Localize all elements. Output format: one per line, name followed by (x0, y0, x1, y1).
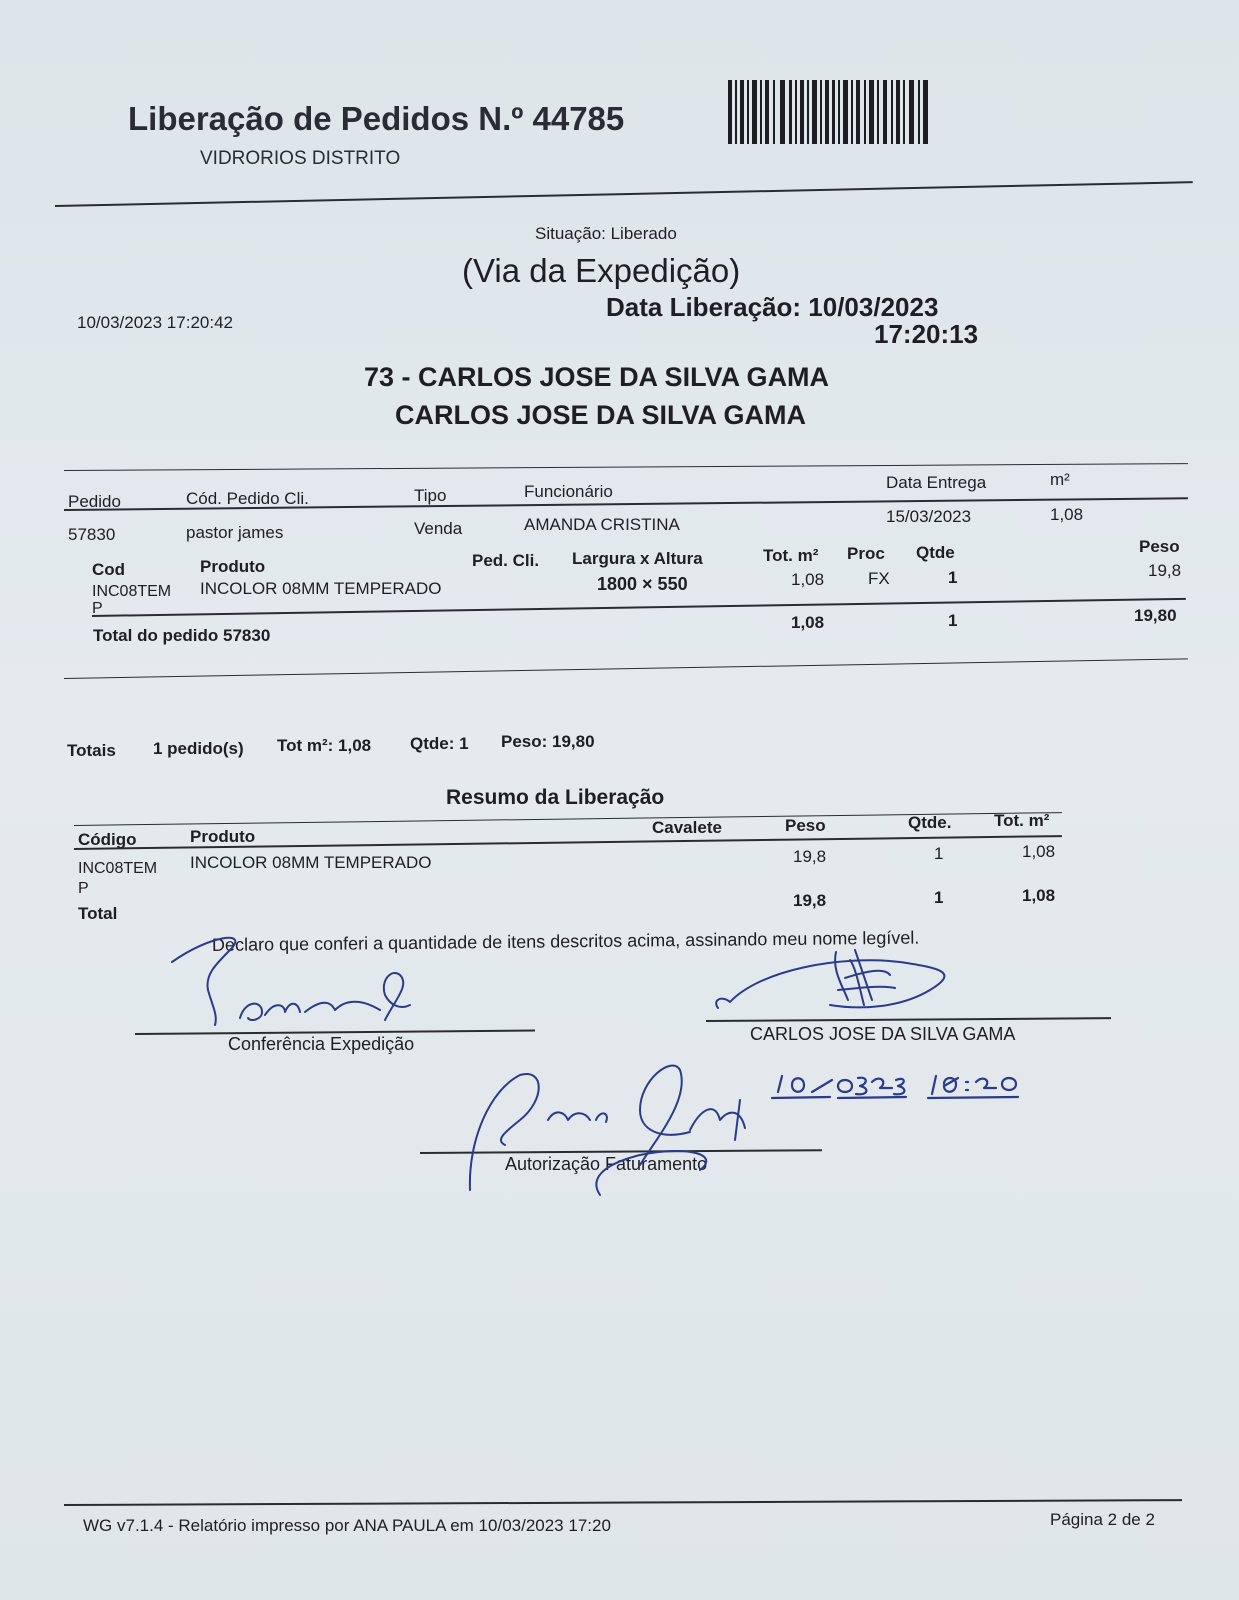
total-pedido-m2: 1,08 (791, 613, 825, 632)
autorizacao-signature (470, 1066, 745, 1195)
pedido-value: 57830 (68, 525, 116, 544)
summary-produto: INCOLOR 08MM TEMPERADO (190, 853, 432, 872)
summary-peso: 19,8 (793, 847, 827, 866)
situacao-label: Situação: Liberado (535, 224, 677, 243)
summary-col-tot-m2: Tot. m² (994, 811, 1050, 830)
item-cod-line2: P (92, 600, 103, 617)
cliente-signature-line (706, 1017, 1111, 1022)
summary-col-peso: Peso (785, 816, 826, 835)
summary-codigo-line1: INC08TEM (78, 860, 158, 877)
tipo-value: Venda (414, 519, 463, 538)
totais-label: Totais (67, 741, 116, 760)
summary-col-cavalete: Cavalete (652, 818, 722, 837)
totais-qtde: Qtde: 1 (410, 734, 469, 753)
col-data-entrega: Data Entrega (886, 473, 987, 492)
item-peso: 19,8 (1148, 561, 1182, 580)
item-tot-m2: 1,08 (791, 570, 825, 589)
total-pedido-label: Total do pedido 57830 (93, 626, 271, 645)
item-qtde: 1 (948, 568, 958, 587)
summary-total-tot-m2: 1,08 (1022, 886, 1056, 905)
item-col-peso: Peso (1139, 537, 1180, 556)
declaration-text: Declaro que conferi a quantidade de itens descritos acima, assinando meu nome legível. (211, 927, 920, 955)
item-col-proc: Proc (847, 544, 885, 563)
col-tipo: Tipo (414, 486, 447, 505)
cliente-signature-name: CARLOS JOSE DA SILVA GAMA (750, 1024, 1016, 1044)
summary-codigo-line2: P (78, 880, 89, 897)
company-name: VIDRORIOS DISTRITO (200, 148, 401, 169)
col-cod-pedido-cli: Cód. Pedido Cli. (186, 489, 309, 508)
footer-report-info: WG v7.1.4 - Relatório impresso por ANA PAULA em 10/03/2023 17:20 (83, 1516, 611, 1535)
summary-tot-m2: 1,08 (1022, 842, 1056, 861)
m2-value: 1,08 (1050, 505, 1084, 524)
order-table-bottom-rule (64, 658, 1188, 679)
summary-col-qtde: Qtde. (908, 813, 952, 832)
summary-col-produto: Produto (190, 827, 256, 846)
item-col-ped-cli: Ped. Cli. (472, 551, 540, 570)
handwritten-date (772, 1076, 1018, 1098)
header-divider (55, 181, 1193, 207)
summary-qtde: 1 (934, 844, 944, 863)
client-name: CARLOS JOSE DA SILVA GAMA (395, 400, 807, 430)
item-col-produto: Produto (200, 557, 266, 576)
total-pedido-peso: 19,80 (1134, 606, 1177, 625)
cod-pedido-cli-value: pastor james (186, 523, 284, 542)
item-cod-line1: INC08TEM (92, 583, 172, 600)
total-pedido-qtde: 1 (948, 611, 958, 630)
cliente-signature (716, 950, 944, 1008)
via-expedicao: (Via da Expedição) (462, 252, 741, 289)
footer-page-number: Página 2 de 2 (1050, 1510, 1155, 1529)
item-col-qtde: Qtde (916, 543, 955, 562)
item-col-tot-m2: Tot. m² (763, 546, 819, 565)
item-produto: INCOLOR 08MM TEMPERADO (200, 579, 442, 598)
item-total-rule (92, 598, 1186, 617)
item-col-cod: Cod (92, 560, 126, 579)
summary-total-label: Total (78, 904, 118, 923)
document-title: Liberação de Pedidos N.º 44785 (128, 100, 625, 137)
hora-liberacao: 17:20:13 (874, 319, 979, 349)
conferencia-label: Conferência Expedição (228, 1034, 415, 1054)
data-liberacao: Data Liberação: 10/03/2023 (606, 292, 939, 322)
totais-pedidos: 1 pedido(s) (153, 739, 244, 758)
client-code-name: 73 - CARLOS JOSE DA SILVA GAMA (364, 362, 830, 392)
autorizacao-label: Autorização Faturamento (505, 1154, 708, 1174)
data-entrega-value: 15/03/2023 (886, 507, 972, 526)
totais-m2: Tot m²: 1,08 (277, 736, 372, 755)
summary-total-qtde: 1 (934, 888, 944, 907)
summary-total-peso: 19,8 (793, 891, 827, 910)
col-pedido: Pedido (68, 492, 121, 511)
summary-col-codigo: Código (78, 830, 137, 849)
funcionario-value: AMANDA CRISTINA (524, 515, 680, 534)
col-funcionario: Funcionário (524, 482, 613, 501)
footer-rule (64, 1499, 1182, 1506)
item-proc: FX (868, 569, 890, 588)
order-table-top-rule (64, 463, 1188, 471)
summary-title: Resumo da Liberação (446, 786, 665, 809)
item-dimensoes: 1800 × 550 (597, 574, 688, 594)
col-m2: m² (1050, 470, 1070, 489)
totais-peso: Peso: 19,80 (501, 732, 595, 751)
barcode-icon (728, 80, 928, 144)
item-col-largura-altura: Largura x Altura (572, 549, 703, 568)
printed-timestamp: 10/03/2023 17:20:42 (77, 313, 233, 332)
